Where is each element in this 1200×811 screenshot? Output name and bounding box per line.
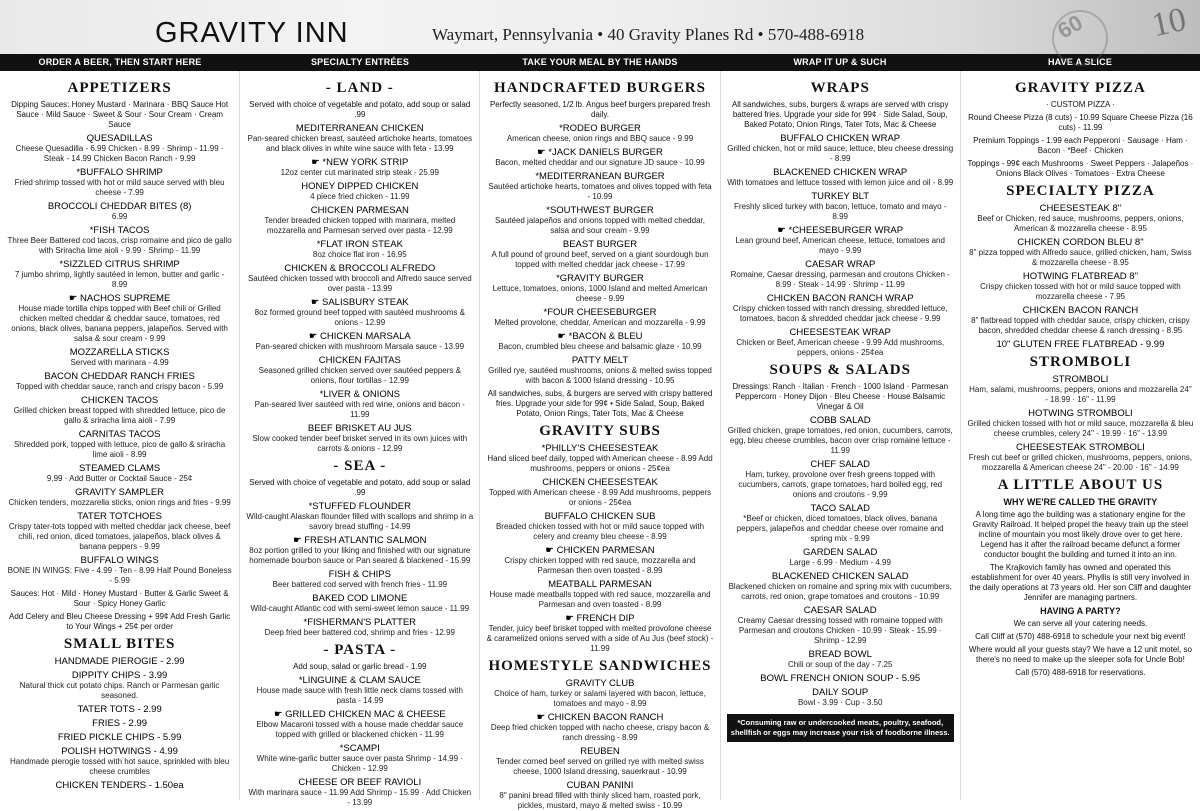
menu-item <box>486 443 713 474</box>
menu-item <box>6 133 233 164</box>
menu-item-description: Breaded chicken tossed with hot or mild sauce topped with celery and creamy bleu cheese - 8.99 <box>495 522 705 541</box>
menu-item-description: Tender corned beef served on grilled rye with melted swiss cheese, 1000 Island dressing, sauerkraut - 10.99 <box>496 757 704 776</box>
banner-label: HAVE A SLICE <box>1047 57 1113 67</box>
menu-item-name: *LINGUINE & CLAM SAUCE <box>298 675 421 686</box>
menu-item <box>6 167 233 198</box>
wing-sauces: Sauces: Hot · Mild · Honey Mustard · Butter & Garlic Sweet & Sour · Spicy Honey Garlic <box>10 589 229 608</box>
section-banner <box>0 54 1200 71</box>
menu-item <box>486 171 713 202</box>
menu-item-name: BREAD BOWL <box>808 649 872 660</box>
menu-item-description: Tender, juicy beef brisket topped with melted provolone cheese & caramelized onions served with a side of Au Jus (beef stock) - 11.99 <box>486 624 714 653</box>
menu-item-name: CAESAR SALAD <box>803 605 877 616</box>
menu-item-name: CHICKEN CORDON BLEU 8" <box>1017 237 1144 248</box>
menu-item-description: House made meatballs topped with red sauce, mozzarella and Parmesan and oven toasted - 8.99 <box>489 590 711 609</box>
menu-item-name: CHICKEN TACOS <box>80 395 159 406</box>
pizza-sizes: Round Cheese Pizza (8 cuts) - 10.99 Square Cheese Pizza (16 cuts) - 11.99 <box>968 113 1193 132</box>
menu-item-description: Tender breaded chicken topped with marinara, melted mozzarella and Parmesan served over pasta - 12.99 <box>264 216 456 235</box>
section-note: Dipping Sauces: Honey Mustard · Marinara · BBQ Sauce Hot Sauce · Mild Sauce · Sweet & Sour · Sour Cream · Cream Sauce <box>11 100 229 129</box>
menu-item-description: Choice of ham, turkey or salami layered with bacon, lettuce, tomatoes and mayo - 8.99 <box>494 689 706 708</box>
section-title: HOMESTYLE SANDWICHES <box>488 658 712 674</box>
menu-item-name: STROMBOLI <box>1052 374 1109 385</box>
menu-item <box>967 408 1194 439</box>
party-text: We can serve all your catering needs. <box>1013 619 1148 628</box>
menu-item-description: Chili or soup of the day - 7.25 <box>787 660 893 669</box>
menu-item-description: Crispy chicken tossed with ranch dressing, shredded lettuce, tomatoes, bacon & shredded cheddar jack cheese - 9.99 <box>732 304 948 323</box>
menu-item-description: Grilled chicken, grape tomatoes, red onion, cucumbers, carrots, egg, bleu cheese crumbles, bacon over crisp romaine lettuce - 11.99 <box>727 426 953 455</box>
menu-item-description: Sautéed chicken tossed with broccoli and Alfredo sauce served over pasta - 13.99 <box>247 274 472 293</box>
menu-item-name: QUESADILLAS <box>86 133 153 144</box>
menu-item <box>6 429 233 460</box>
menu-item-description: 9.99 · Add Butter or Cocktail Sauce - 25¢ <box>46 474 193 483</box>
menu-item-description: Pan-seared liver sautéed with red wine, onions and bacon - 11.99 <box>254 400 465 419</box>
menu-item <box>246 535 473 566</box>
menu-item-description: Bacon, melted cheddar and our signature JD sauce - 10.99 <box>495 158 705 167</box>
menu-item-description: House made tortilla chips topped with Beef chili or Grilled chicken melted cheddar & cheddar sauce, tomatoes, red onions, black olives, banana peppers, jalapeños. Served with salsa & sour cream - 9.99 <box>11 304 228 343</box>
menu-item <box>967 237 1194 268</box>
menu-item <box>246 569 473 590</box>
menu-item-name: CARNITAS TACOS <box>78 429 161 440</box>
menu-item-description: Melted provolone, cheddar, American and mozzarella - 9.99 <box>494 318 706 327</box>
menu-item <box>246 297 473 328</box>
menu-item-name: FRIED PICKLE CHIPS - 5.99 <box>57 732 182 743</box>
menu-item-description: Topped with cheddar sauce, ranch and crispy bacon - 5.99 <box>15 382 224 391</box>
menu-item <box>486 545 713 576</box>
menu-item-name: ☛ *CHEESEBURGER WRAP <box>777 225 904 236</box>
premium-toppings: Premium Toppings - 1.99 each Pepperoni · Sausage · Ham · Bacon · *Beef · Chicken <box>973 136 1188 155</box>
menu-item <box>246 157 473 178</box>
menu-item <box>246 263 473 294</box>
menu-item <box>246 743 473 774</box>
menu-item <box>967 374 1194 405</box>
menu-item-description: Fried shrimp tossed with hot or mild sauce served with bleu cheese - 7.99 <box>14 178 225 197</box>
menu-item-name: HOTWING FLATBREAD 8" <box>1022 271 1138 282</box>
menu-item-description: White wine-garlic butter sauce over pasta Shrimp - 14.99 · Chicken - 12.99 <box>256 754 463 773</box>
menu-item-name: ☛ NACHOS SUPREME <box>68 293 171 304</box>
menu-item <box>727 673 954 684</box>
menu-item-name: MOZZARELLA STICKS <box>69 347 170 358</box>
menu-item-name: TATER TOTS - 2.99 <box>77 704 162 715</box>
menu-item <box>246 777 473 808</box>
menu-item-name: *FISH TACOS <box>89 225 150 236</box>
menu-item <box>727 415 954 456</box>
menu-item-name: PATTY MELT <box>571 355 629 366</box>
menu-item-description: Shredded pork, topped with lettuce, pico de gallo & sriracha lime aioli - 8.99 <box>13 440 226 459</box>
section-title: - SEA - <box>333 458 387 474</box>
menu-item-description: Slow cooked tender beef brisket served in its own juices with carrots & onions - 12.99 <box>252 434 468 453</box>
menu-item <box>6 395 233 426</box>
menu-item-name: DIPPITY CHIPS - 3.99 <box>71 670 168 681</box>
menu-item-name: TURKEY BLT <box>811 191 870 202</box>
menu-item <box>727 191 954 222</box>
menu-item-name: BLACKENED CHICKEN WRAP <box>773 167 908 178</box>
menu-item <box>486 746 713 777</box>
menu-item-description: With marinara sauce - 11.99 Add Shrimp - 15.99 · Add Chicken - 13.99 <box>248 788 472 807</box>
menu-item <box>6 746 233 777</box>
menu-item-name: ☛ *BACON & BLEU <box>557 331 643 342</box>
menu-item <box>6 656 233 667</box>
menu-item-name: REUBEN <box>580 746 620 757</box>
menu-item-description: Elbow Macaroni tossed with a house made cheddar sauce topped with grilled or blackened chicken - 11.99 <box>256 720 464 739</box>
menu-item <box>6 225 233 256</box>
section-title: A LITTLE ABOUT US <box>997 477 1164 493</box>
menu-item-name: *RODEO BURGER <box>559 123 641 134</box>
menu-item-name: CAESAR WRAP <box>805 259 876 270</box>
menu-item-name: CHEESESTEAK 8" <box>1039 203 1122 214</box>
menu-item-name: *LIVER & ONIONS <box>319 389 400 400</box>
menu-item <box>246 617 473 638</box>
section-title: GRAVITY SUBS <box>539 423 661 439</box>
menu-item-name: BUFFALO WINGS <box>80 555 159 566</box>
menu-item-name: *SIZZLED CITRUS SHRIMP <box>59 259 180 270</box>
menu-item <box>967 339 1194 350</box>
menu-item-description: Sautéed jalapeños and onions topped with melted cheddar, salsa and sour cream - 9.99 <box>495 216 705 235</box>
menu-item-name: GRAVITY CLUB <box>565 678 635 689</box>
menu-item-description: 8" flatbread topped with cheddar sauce, crispy chicken, crispy bacon, shredded cheddar cheese & ranch dressing - 8.95 <box>971 316 1190 335</box>
menu-item-description: 8oz portion grilled to your liking and finished with our signature homemade bourbon sauce or Pan seared & blackened - 15.99 <box>249 546 471 565</box>
menu-item-name: BUFFALO CHICKEN SUB <box>544 511 656 522</box>
menu-item <box>727 167 954 188</box>
menu-item <box>727 293 954 324</box>
menu-item-description: 6.99 <box>111 212 128 221</box>
about-paragraph: The Krajkovich family has owned and operated this establishment for over 40 years. Phyllis is still very involved in the daily operations at 73 years old. Her son Cliff and daughter Jennifer are managing partners. <box>969 563 1192 602</box>
menu-item-name: BOWL FRENCH ONION SOUP - 5.95 <box>760 673 921 684</box>
menu-item-name: BUFFALO CHICKEN WRAP <box>780 133 901 144</box>
section-note: Served with choice of vegetable and potato, add soup or salad .99 <box>249 478 471 497</box>
party-text: Where would all your guests stay? We have a 12 unit motel, so there's no need to make up the sleeper sofa for Uncle Bob! <box>968 645 1192 664</box>
menu-item-name: BACON CHEDDAR RANCH FRIES <box>44 371 195 382</box>
menu-item-name: HOTWING STROMBOLI <box>1028 408 1133 419</box>
menu-item-description: American cheese, onion rings and BBQ sauce - 9.99 <box>506 134 694 143</box>
menu-item-description: Fresh cut beef or grilled chicken, mushrooms, peppers, onions, mozzarella & American cheese 24" - 20.00 · 16" - 14.99 <box>968 453 1193 472</box>
menu-item <box>486 678 713 709</box>
menu-item <box>967 271 1194 302</box>
menu-item-name: *FISHERMAN'S PLATTER <box>303 617 417 628</box>
party-title: HAVING A PARTY? <box>1040 606 1121 616</box>
menu-item-description: 8oz formed ground beef topped with sautéed mushrooms & onions - 12.99 <box>254 308 465 327</box>
menu-item <box>727 327 954 358</box>
about-paragraph: A long time ago the building was a stationary engine for the Gravity Railroad. It helped propel the heavy train up the steel incline of mountain you most likely drove over to get here. Legend has it after the railroad became defunct a former conductor bought the building and turned it into an inn. <box>972 510 1189 559</box>
about-subtitle: WHY WE'RE CALLED THE GRAVITY <box>1003 497 1158 507</box>
section-note: Add soup, salad or garlic bread - 1.99 <box>293 662 427 671</box>
menu-item <box>246 675 473 706</box>
health-warning: *Consuming raw or undercooked meats, poultry, seafood, shellfish or eggs may increase your risk of foodborne illness. <box>727 714 954 742</box>
wing-addons: Add Celery and Bleu Cheese Dressing + 99¢ Add Fresh Garlic to Your Wings + 25¢ per order <box>8 612 231 631</box>
menu-item-name: CHEESE OR BEEF RAVIOLI <box>298 777 422 788</box>
menu-item-name: CUBAN PANINI <box>566 780 634 791</box>
menu-item <box>6 555 233 586</box>
menu-item-description: Lean ground beef, American cheese, lettuce, tomatoes and mayo - 9.99 <box>735 236 945 255</box>
menu-item <box>486 331 713 352</box>
section-note: All sandwiches, subs, burgers & wraps are served with crispy battered fries. Upgrade your side for 99¢ · Side Salad, Soup, Baked Potato, Onion Rings, Tater Tots, Mac & Cheese <box>731 100 949 129</box>
menu-item <box>246 389 473 420</box>
menu-item-name: *MEDITERRANEAN BURGER <box>535 171 665 182</box>
menu-item-name: CHICKEN BACON RANCH WRAP <box>766 293 914 304</box>
banner-label: ORDER A BEER, THEN START HERE <box>38 57 202 67</box>
menu-item <box>486 613 713 654</box>
menu-item-name: MEDITERRANEAN CHICKEN <box>295 123 424 134</box>
menu-item-name: CHICKEN & BROCCOLI ALFREDO <box>284 263 436 274</box>
menu-item-name: *FOUR CHEESEBURGER <box>543 307 657 318</box>
banner-label: WRAP IT UP & SUCH <box>793 57 887 67</box>
menu-item <box>727 649 954 670</box>
menu-item-name: *SOUTHWEST BURGER <box>546 205 654 216</box>
menu-item-name: *FLAT IRON STEAK <box>316 239 403 250</box>
menu-item-description: Chicken or Beef, American cheese - 9.99 Add mushrooms, peppers, onions - 25¢ea <box>736 338 945 357</box>
menu-item-description: Cheese Quesadilla - 6.99 Chicken - 8.99 · Shrimp - 11.99 · Steak - 14.99 Chicken Bacon Ranch - 9.99 <box>15 144 224 163</box>
column-entrees <box>239 71 479 807</box>
menu-item <box>727 687 954 708</box>
menu-item-description: Wild-caught Alaskan flounder filled with scallops and shrimp in a savory bread stuffing - 14.99 <box>246 512 474 531</box>
menu-item <box>6 670 233 701</box>
menu-item-name: *SCAMPI <box>339 743 380 754</box>
menu-item-description: Three Beer Battered cod tacos, crisp romaine and pico de gallo with Sriracha lime aioli - 9.99 · Shrimp - 11.99 <box>7 236 232 255</box>
menu-item <box>246 593 473 614</box>
menu-item-description: *Beef or chicken, diced tomatoes, black olives, banana peppers, jalapeños and cheddar cheese over romaine and spring mix - 9.99 <box>736 514 944 543</box>
menu-item-name: ☛ *NEW YORK STRIP <box>311 157 409 168</box>
menu-item-description: Creamy Caesar dressing tossed with romaine topped with Parmesan and croutons Chicken - 10.99 · Steak - 15.99 · Shrimp - 12.99 <box>737 616 943 645</box>
menu-item-description: Handmade pierogie tossed with hot sauce, sprinkled with bleu cheese crumbles <box>9 757 230 776</box>
menu-item-name: *STUFFED FLOUNDER <box>308 501 411 512</box>
menu-item <box>727 225 954 256</box>
menu-item-description: Served with marinara - 4.99 <box>70 358 169 367</box>
menu-item <box>727 605 954 646</box>
menu-item-description: 12oz center cut marinated strip steak - 25.99 <box>280 168 439 177</box>
menu-item-name: ☛ *JACK DANIELS BURGER <box>537 147 663 158</box>
menu-item-name: ☛ CHICKEN BACON RANCH <box>536 712 664 723</box>
menu-item <box>486 712 713 743</box>
menu-item-description: Grilled chicken breast topped with shredded lettuce, pico de gallo & sriracha lima aioli - 7.99 <box>13 406 226 425</box>
menu-item <box>727 133 954 164</box>
menu-item-name: STEAMED CLAMS <box>78 463 161 474</box>
menu-item <box>967 442 1194 473</box>
section-note: · CUSTOM PIZZA · <box>1046 100 1115 109</box>
menu-item-description: Deep fried beer battered cod, shrimp and fries - 12.99 <box>264 628 455 637</box>
menu-item-description: Grilled chicken, hot or mild sauce, lettuce, bleu cheese dressing - 8.99 <box>727 144 954 163</box>
menu-item-name: CHICKEN CHEESESTEAK <box>542 477 658 488</box>
menu-item <box>727 547 954 568</box>
banner-label: SPECIALTY ENTRÉES <box>310 57 410 67</box>
menu-item-description: Topped with American cheese - 8.99 Add mushrooms, peppers or onions - 25¢ea <box>488 488 712 507</box>
menu-item-description: BONE IN WINGS: Five - 4.99 · Ten - 8.99 Half Pound Boneless - 5.99 <box>7 566 232 585</box>
section-title: SMALL BITES <box>63 636 176 652</box>
menu-item <box>727 259 954 290</box>
menu-item <box>246 205 473 236</box>
menu-item-name: CHICKEN BACON RANCH <box>1022 305 1139 316</box>
section-title: APPETIZERS <box>67 80 172 96</box>
menu-item <box>246 123 473 154</box>
menu-item <box>486 239 713 270</box>
section-note: Dressings: Ranch · Italian · French · 1000 Island · Parmesan Peppercorn · Honey Dijon · Bleu Cheese · House Balsamic Vinegar & Oil <box>732 382 949 411</box>
menu-item-name: HONEY DIPPED CHICKEN <box>301 181 419 192</box>
menu-item-name: ☛ GRILLED CHICKEN MAC & CHEESE <box>273 709 446 720</box>
menu-item-name: BAKED COD LIMONE <box>312 593 408 604</box>
section-title: - PASTA - <box>323 642 397 658</box>
menu-item-description: Blackened chicken on romaine and spring mix with cucumbers, carrots, red onion, grape tomatoes and croutons - 10.99 <box>728 582 952 601</box>
menu-item <box>486 205 713 236</box>
menu-item-description: Seasoned grilled chicken served over sautéed peppers & onions, flour tortillas - 12.99 <box>258 366 461 385</box>
menu-item <box>486 307 713 328</box>
section-title: HANDCRAFTED BURGERS <box>494 80 706 96</box>
menu-item-name: HANDMADE PIEROGIE - 2.99 <box>54 656 185 667</box>
menu-item-description: Ham, salami, mushrooms, peppers, onions and mozzarella 24" - 18.99 · 16" - 11.99 <box>969 385 1192 404</box>
menu-item <box>486 273 713 304</box>
menu-item-name: DAILY SOUP <box>812 687 869 698</box>
menu-item-description: House made sauce with fresh little neck clams tossed with pasta - 14.99 <box>256 686 463 705</box>
menu-item-name: BLACKENED CHICKEN SALAD <box>771 571 909 582</box>
menu-item <box>967 305 1194 336</box>
gauge-decoration <box>1052 10 1108 66</box>
menu-item-name: GRAVITY SAMPLER <box>75 487 165 498</box>
menu-item-name: *PHILLY'S CHEESESTEAK <box>541 443 659 454</box>
menu-item-name: CHICKEN FAJITAS <box>318 355 401 366</box>
section-title: - LAND - <box>325 80 394 96</box>
menu-item-name: CHICKEN PARMESAN <box>310 205 409 216</box>
menu-item-name: ☛ FRENCH DIP <box>565 613 635 624</box>
menu-item-name: ☛ CHICKEN MARSALA <box>308 331 411 342</box>
menu-item-description: Crispy tater-tots topped with melted cheddar jack cheese, beef chili, red onion, diced tomatoes, jalapeños, black olives & banana peppers - 9.99 <box>8 522 231 551</box>
menu-item <box>6 511 233 552</box>
menu-item-description: Freshly sliced turkey with bacon, lettuce, tomato and mayo - 8.99 <box>733 202 947 221</box>
menu-item-description: Grilled rye, sautéed mushrooms, onions & melted swiss topped with bacon & 1000 Island dressing - 10.95 <box>488 366 712 385</box>
menu-item-name: MEATBALL PARMESAN <box>548 579 652 590</box>
gauge-decoration-number: 10 <box>1148 0 1190 45</box>
menu-item-name: POLISH HOTWINGS - 4.99 <box>61 746 178 757</box>
menu-item <box>6 718 233 729</box>
menu-item-description: Bacon, crumbled bleu cheese and balsamic glaze - 10.99 <box>498 342 702 351</box>
menu-item <box>727 503 954 544</box>
restaurant-address: Waymart, Pennsylvania • 40 Gravity Planes Rd • 570-488-6918 <box>432 25 865 44</box>
menu-item-name: *BUFFALO SHRIMP <box>76 167 163 178</box>
section-title: SOUPS & SALADS <box>769 362 911 378</box>
menu-item-description: Crispy chicken tossed with hot or mild sauce topped with mozzarella cheese - 7.95 <box>980 282 1181 301</box>
menu-item-description: Pan-seared chicken with mushroom Marsala sauce - 13.99 <box>255 342 465 351</box>
menu-item <box>727 571 954 602</box>
menu-item-description: Deep fried chicken topped with nacho cheese, crispy bacon & ranch dressing - 8.99 <box>490 723 710 742</box>
section-title: SPECIALTY PIZZA <box>1006 183 1155 199</box>
menu-item-description: Romaine, Caesar dressing, parmesan and croutons Chicken - 8.99 · Steak - 14.99 · Shrimp - 11.99 <box>730 270 950 289</box>
menu-item-description: 8" panini bread filled with thinly sliced ham, roasted pork, pickles, mustard, mayo & melted swiss - 10.99 <box>499 791 701 810</box>
section-title: STROMBOLI <box>1029 354 1132 370</box>
standard-toppings: Toppings - 99¢ each Mushrooms · Sweet Peppers · Jalapeños · Onions Black Olives · Tomatoes · Extra Cheese <box>967 159 1194 178</box>
menu-item <box>6 371 233 392</box>
menu-item <box>246 501 473 532</box>
menu-item-description: Large - 6.99 · Medium - 4.99 <box>789 558 891 567</box>
menu-item-name: CHEESESTEAK WRAP <box>789 327 891 338</box>
menu-item-description: Beef or Chicken, red sauce, mushrooms, peppers, onions, American & mozzarella cheese - 8.95 <box>977 214 1184 233</box>
column-appetizers <box>0 71 239 800</box>
menu-item-description: Beer battered cod served with french fries - 11.99 <box>272 580 448 589</box>
menu-item <box>246 181 473 202</box>
menu-item <box>246 355 473 386</box>
party-text: Call (570) 488-6918 for reservations. <box>1015 668 1146 677</box>
menu-item-name: CHEF SALAD <box>810 459 871 470</box>
menu-item <box>6 259 233 290</box>
menu-item <box>6 780 233 791</box>
menu-item <box>6 347 233 368</box>
menu-item <box>486 355 713 386</box>
menu-item-name: TATER TOTCHOES <box>77 511 162 522</box>
menu-item-name: 10" GLUTEN FREE FLATBREAD - 9.99 <box>996 339 1165 350</box>
menu-item-name: BROCCOLI CHEDDAR BITES (8) <box>47 201 192 212</box>
menu-item-description: Pan-seared chicken breast, sautéed artichoke hearts, tomatoes and black olives in white wine sauce with feta - 13.99 <box>247 134 473 153</box>
menu-item-name: ☛ CHICKEN PARMESAN <box>545 545 655 556</box>
header-banner <box>0 0 1200 54</box>
section-title: GRAVITY PIZZA <box>1014 80 1146 96</box>
menu-item-description: 8" pizza topped with Alfredo sauce, grilled chicken, ham, Swiss & mozzarella cheese - 8.95 <box>969 248 1192 267</box>
menu-item-description: Ham, turkey, provolone over fresh greens topped with cucumbers, carrots, grape tomatoes, hard boiled egg, red onions and croutons - 9.99 <box>738 470 943 499</box>
menu-item <box>246 331 473 352</box>
menu-item-name: BEEF BRISKET AU JUS <box>307 423 412 434</box>
menu-item-description: Hand sliced beef daily, topped with American cheese - 8.99 Add mushrooms, peppers or onions - 25¢ea <box>487 454 713 473</box>
menu-item-name: *GRAVITY BURGER <box>556 273 644 284</box>
menu-item-description: 4 piece fried chicken - 11.99 <box>310 192 410 201</box>
menu-item <box>6 201 233 222</box>
menu-item <box>246 239 473 260</box>
party-text: Call Cliff at (570) 488-6918 to schedule your next big event! <box>975 632 1186 641</box>
menu-item-description: Grilled chicken tossed with hot or mild sauce, mozzarella & bleu cheese crumbles, celery 24" - 19.99 · 16" - 13.99 <box>967 419 1194 438</box>
menu-item <box>486 780 713 811</box>
menu-item-name: CHICKEN TENDERS - 1.50ea <box>55 780 184 791</box>
menu-item-name: ☛ FRESH ATLANTIC SALMON <box>293 535 427 546</box>
column-handhelds <box>479 71 719 810</box>
menu-item <box>6 463 233 484</box>
menu-item-name: BEAST BURGER <box>562 239 638 250</box>
menu-item-description: Wild-caught Atlantic cod with semi-sweet lemon sauce - 11.99 <box>250 604 470 613</box>
menu-item-description: Lettuce, tomatoes, onions, 1000 Island and melted American cheese - 9.99 <box>492 284 708 303</box>
menu-item <box>486 477 713 508</box>
section-note: Served with choice of vegetable and potato, add soup or salad .99 <box>249 100 471 119</box>
menu-item-name: TACO SALAD <box>810 503 870 514</box>
gauge-number: 60 <box>1053 9 1087 44</box>
menu-item <box>246 423 473 454</box>
menu-item-name: CHEESESTEAK STROMBOLI <box>1016 442 1145 453</box>
menu-item-description: 7 jumbo shrimp, lightly sautéed in lemon, butter and garlic - 8.99 <box>14 270 225 289</box>
banner-label: TAKE YOUR MEAL BY THE HANDS <box>522 57 678 67</box>
menu-item-name: FISH & CHIPS <box>328 569 391 580</box>
menu-item-description: With tomatoes and lettuce tossed with lemon juice and oil - 8.99 <box>727 178 954 187</box>
section-note: Perfectly seasoned, 1/2 lb. Angus beef burgers prepared fresh daily. <box>489 100 711 119</box>
menu-item-description: Bowl - 3.99 · Cup - 3.50 <box>797 698 883 707</box>
menu-item <box>486 123 713 144</box>
menu-item <box>6 704 233 715</box>
menu-item-name: COBB SALAD <box>809 415 871 426</box>
restaurant-title: GRAVITY INN <box>155 17 349 49</box>
menu-item <box>486 147 713 168</box>
menu-item-description: Chicken tenders, mozzarella sticks, onion rings and fries - 9.99 <box>8 498 231 507</box>
menu-item-description: A full pound of ground beef, served on a giant sourdough bun topped with melted cheddar jack cheese - 17.99 <box>491 250 709 269</box>
menu-item <box>727 459 954 500</box>
section-title: WRAPS <box>810 80 870 96</box>
menu-item-name: GARDEN SALAD <box>802 547 878 558</box>
menu-item <box>6 487 233 508</box>
menu-item-description: Sautéed artichoke hearts, tomatoes and olives topped with feta - 10.99 <box>488 182 712 201</box>
menu-item <box>6 293 233 344</box>
menu-item <box>967 203 1194 234</box>
column-pizza <box>960 71 1200 800</box>
menu-item <box>486 511 713 542</box>
section-footer-note: All sandwiches, subs, & burgers are served with crispy battered fries. Upgrade your side for 99¢ • Side Salad, Soup, Baked Potato, Onion Rings, Tater Tots, Mac & Cheese <box>487 389 713 418</box>
menu-item-name: FRIES - 2.99 <box>92 718 148 729</box>
menu-item <box>6 732 233 743</box>
menu-item-description: Natural thick cut potato chips. Ranch or Parmesan garlic seasoned. <box>19 681 220 700</box>
menu-item <box>486 579 713 610</box>
menu-item <box>246 709 473 740</box>
menu-item-description: Crispy chicken topped with red sauce, mozzarella and Parmesan then oven toasted - 8.99 <box>504 556 696 575</box>
menu-item-description: 8oz choice flat iron - 16.95 <box>312 250 407 259</box>
menu-item-name: ☛ SALISBURY STEAK <box>310 297 409 308</box>
column-wraps <box>720 71 960 800</box>
